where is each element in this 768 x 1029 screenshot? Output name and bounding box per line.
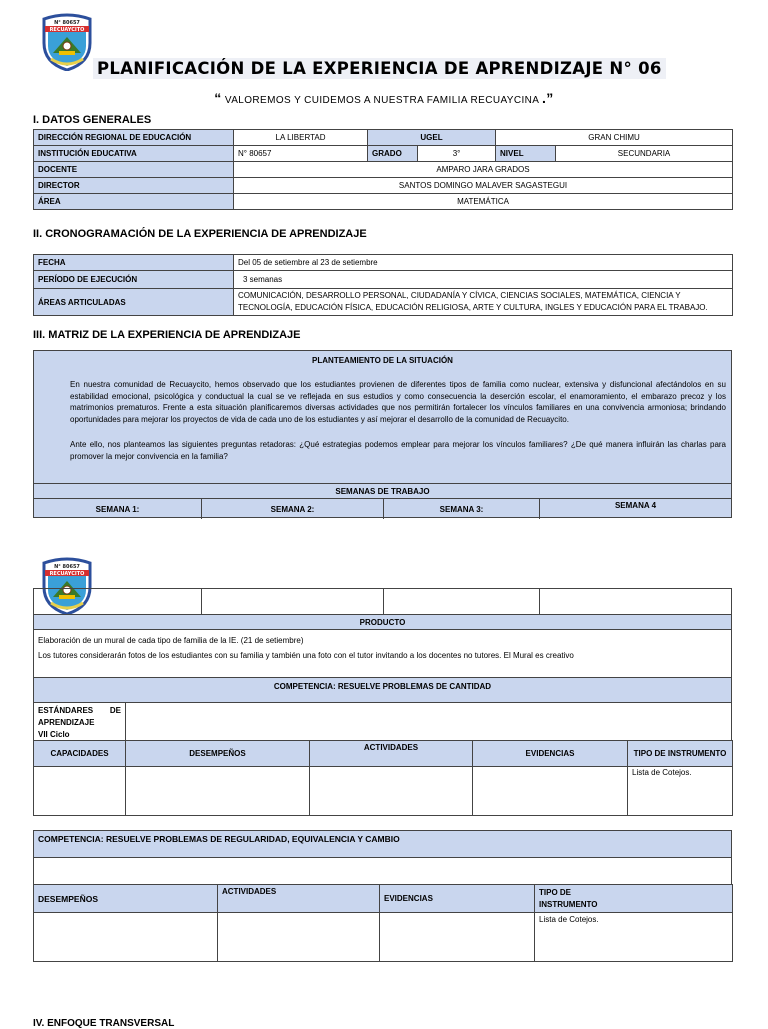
areas-label: ÁREAS ARTICULADAS xyxy=(34,289,234,316)
competencia-2-estandar-row xyxy=(33,857,732,885)
nivel-label: NIVEL xyxy=(496,146,556,162)
instrumento-2: Lista de Cotejos. xyxy=(535,913,733,962)
ie-value: N° 80657 xyxy=(234,146,368,162)
school-logo xyxy=(39,13,95,71)
logo-2-top-text: N° 80657 xyxy=(54,564,80,570)
planteamiento-text: En nuestra comunidad de Recuaycito, hemos observado que los estudiantes provienen de diferentes tipos de familia como nuclear, extensiva y disfuncional afectándolos en su estabilidad emocional, psicológica y conductual la cual se ve reflejada en sus estudios y como consecuencia la deserción escolar, el enamoramiento, el embarazo precoz y los matrimonios prematuros. Frente a esta situación planificaremos diversas actividades que nos permitirán fortalecer los vínculos familiares en una convivencia armoniosa; brindando oportunidades para mejorar los proyectos de vida de cada uno de los estudiantes y así mejorar el desarrollo de la comunidad de Recuaycito. xyxy=(70,380,726,424)
ugel-value: GRAN CHIMU xyxy=(496,130,733,146)
grado-value: 3° xyxy=(418,146,496,162)
motto: “ VALOREMOS Y CUIDEMOS A NUESTRA FAMILIA RECUAYCINA .” xyxy=(214,90,554,106)
col-tipo-instrumento: TIPO DE INSTRUMENTO xyxy=(628,741,733,767)
planteamiento-label: PLANTEAMIENTO DE LA SITUACIÓN xyxy=(312,356,453,365)
preguntas-retadoras: Ante ello, nos planteamos las siguientes preguntas retadoras: ¿Qué estrategias podemos emplear para mejorar los vínculos familiares? ¿De qué manera influirán las charlas para promover la mejor convivencia en la familia? xyxy=(70,440,726,461)
producto-label: PRODUCTO xyxy=(33,614,732,630)
competencia-1-label: COMPETENCIA: RESUELVE PROBLEMAS DE CANTIDAD xyxy=(33,677,732,703)
col-desempenos: DESEMPEÑOS xyxy=(126,741,310,767)
semana-4: SEMANA 4 xyxy=(614,501,657,510)
ugel-label: UGEL xyxy=(368,130,496,146)
area-label: ÁREA xyxy=(34,194,234,210)
ie-label: INSTITUCIÓN EDUCATIVA xyxy=(34,146,234,162)
nivel-value: SECUNDARIA xyxy=(556,146,733,162)
motto-text: VALOREMOS Y CUIDEMOS A NUESTRA FAMILIA RECUAYCINA xyxy=(221,95,542,106)
competencia-2-label: COMPETENCIA: RESUELVE PROBLEMAS DE REGULARIDAD, EQUIVALENCIA Y CAMBIO xyxy=(33,830,732,858)
datos-generales-table xyxy=(33,129,733,210)
instrumento-1: Lista de Cotejos. xyxy=(628,767,733,816)
semanas-row xyxy=(34,498,731,519)
col2-desempenos: DESEMPEÑOS xyxy=(34,885,218,913)
fecha-value: Del 05 de setiembre al 23 de setiembre xyxy=(234,255,733,271)
areas-value: COMUNICACIÓN, DESARROLLO PERSONAL, CIUDADANÍA Y CÍVICA, CIENCIAS SOCIALES, MATEMÁTICA, CIENCIA Y TECNOLOGÍA, EDUCACIÓN FÍSICA, EDUCACIÓN RELIGIOSA, ARTE Y CULTURA, INGLES Y EDUCACIÓN PARA EL TRABAJO. xyxy=(234,289,733,316)
docente-label: DOCENTE xyxy=(34,162,234,178)
col2-actividades: ACTIVIDADES xyxy=(218,885,380,913)
logo-band-text: RECUAYCITO xyxy=(49,27,85,33)
producto-box xyxy=(33,629,732,678)
semana-1: SEMANA 1: xyxy=(34,499,202,519)
dre-value: LA LIBERTAD xyxy=(234,130,368,146)
producto-line-2: Los tutores considerarán fotos de los estudiantes con su familia y también una foto con el tutor invitando a los docentes no tutores. El Mural es creativo xyxy=(38,651,574,660)
fecha-label: FECHA xyxy=(34,255,234,271)
dre-label: DIRECCIÓN REGIONAL DE EDUCACIÓN xyxy=(34,130,234,146)
periodo-label: PERÍODO DE EJECUCIÓN xyxy=(34,271,234,289)
logo-top-text: N° 80657 xyxy=(54,20,80,26)
docente-value: AMPARO JARA GRADOS xyxy=(234,162,733,178)
estandares-row xyxy=(33,702,732,741)
competencia-1-table xyxy=(33,740,733,816)
cronograma-table xyxy=(33,254,733,316)
col2-evidencias: EVIDENCIAS xyxy=(380,885,535,913)
col-evidencias: EVIDENCIAS xyxy=(473,741,628,767)
estandares-label: ESTÁNDARES DE APRENDIZAJE VII Ciclo xyxy=(34,703,126,740)
planteamiento-box xyxy=(33,350,732,518)
periodo-value: 3 semanas xyxy=(234,271,733,289)
section-cronogramacion: II. CRONOGRAMACIÓN DE LA EXPERIENCIA DE APRENDIZAJE xyxy=(33,228,367,240)
grado-label: GRADO xyxy=(368,146,418,162)
director-label: DIRECTOR xyxy=(34,178,234,194)
col2-tipo-instrumento: TIPO DE INSTRUMENTO xyxy=(535,885,733,913)
semana-3: SEMANA 3: xyxy=(384,499,540,519)
competencia-2-table xyxy=(33,884,733,962)
section-datos-generales: I. DATOS GENERALES xyxy=(33,114,152,126)
logo-2-band-text: RECUAYCITO xyxy=(49,571,85,577)
section-matriz: III. MATRIZ DE LA EXPERIENCIA DE APRENDIZAJE xyxy=(33,329,301,341)
area-value: MATEMÁTICA xyxy=(234,194,733,210)
producto-line-1: Elaboración de un mural de cada tipo de familia de la IE. (21 de setiembre) xyxy=(38,636,304,645)
section-enfoque-cut: IV. ENFOQUE TRANSVERSAL xyxy=(33,1018,175,1029)
semanas-content-row xyxy=(33,588,732,615)
col-capacidades: CAPACIDADES xyxy=(34,741,126,767)
semana-2: SEMANA 2: xyxy=(202,499,384,519)
semanas-label: SEMANAS DE TRABAJO xyxy=(34,483,731,496)
col-actividades: ACTIVIDADES xyxy=(310,741,473,767)
director-value: SANTOS DOMINGO MALAVER SAGASTEGUI xyxy=(234,178,733,194)
page-title: PLANIFICACIÓN DE LA EXPERIENCIA DE APRENDIZAJE N° 06 xyxy=(93,58,666,79)
